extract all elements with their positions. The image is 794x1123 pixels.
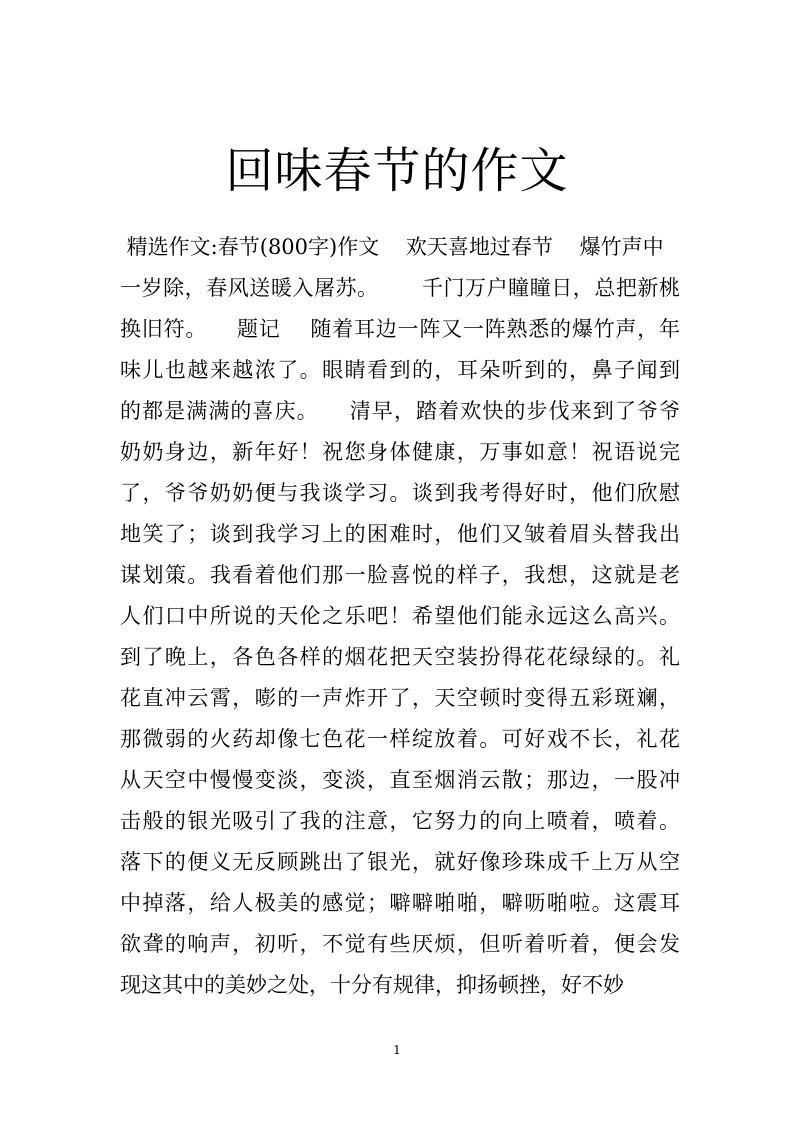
body-line: 那微弱的火药却像七色花一样绽放着。可好戏不长，礼花 [120,727,680,751]
body-line: 到了晚上，各色各样的烟花把天空装扮得花花绿绿的。礼 [120,645,680,669]
document-body [120,227,680,1006]
body-line: 换旧符。 题记 随着耳边一阵又一阵熟悉的爆竹声，年 [120,317,680,341]
body-line: 现这其中的美妙之处，十分有规律，抑扬顿挫，好不妙 [120,973,624,997]
body-line: 精选作文:春节(800字)作文 欢天喜地过春节 爆竹声中 [120,235,664,259]
body-line: 欲聋的响声，初听，不觉有些厌烦，但听着听着，便会发 [120,932,680,956]
body-line: 从天空中慢慢变淡，变淡，直至烟消云散；那边，一股冲 [120,768,680,792]
body-line: 花直冲云霄，嘭的一声炸开了，天空顿时变得五彩斑斓， [120,686,680,710]
body-line: 中掉落，给人极美的感觉；噼噼啪啪，噼呖啪啦。这震耳 [120,891,680,915]
body-line: 一岁除，春风送暖入屠苏。 千门万户瞳瞳日，总把新桃 [120,276,680,300]
body-line: 地笑了；谈到我学习上的困难时，他们又皱着眉头替我出 [120,522,680,546]
body-line: 了，爷爷奶奶便与我谈学习。谈到我考得好时，他们欣慰 [120,481,680,505]
body-line: 味儿也越来越浓了。眼睛看到的，耳朵听到的，鼻子闻到 [120,358,680,382]
body-line: 人们口中所说的天伦之乐吧！希望他们能永远这么高兴。 [120,604,680,628]
page-number: 1 [393,1043,401,1057]
document-title: 回味春节的作文 [225,143,569,199]
body-line: 落下的便义无反顾跳出了银光，就好像珍珠成千上万从空 [120,850,680,874]
body-line: 击般的银光吸引了我的注意，它努力的向上喷着，喷着。 [120,809,680,833]
body-line: 奶奶身边，新年好！祝您身体健康，万事如意！祝语说完 [120,440,680,464]
body-line: 的都是满满的喜庆。 清早，踏着欢快的步伐来到了爷爷 [120,399,680,423]
body-line: 谋划策。我看着他们那一脸喜悦的样子，我想，这就是老 [120,563,680,587]
